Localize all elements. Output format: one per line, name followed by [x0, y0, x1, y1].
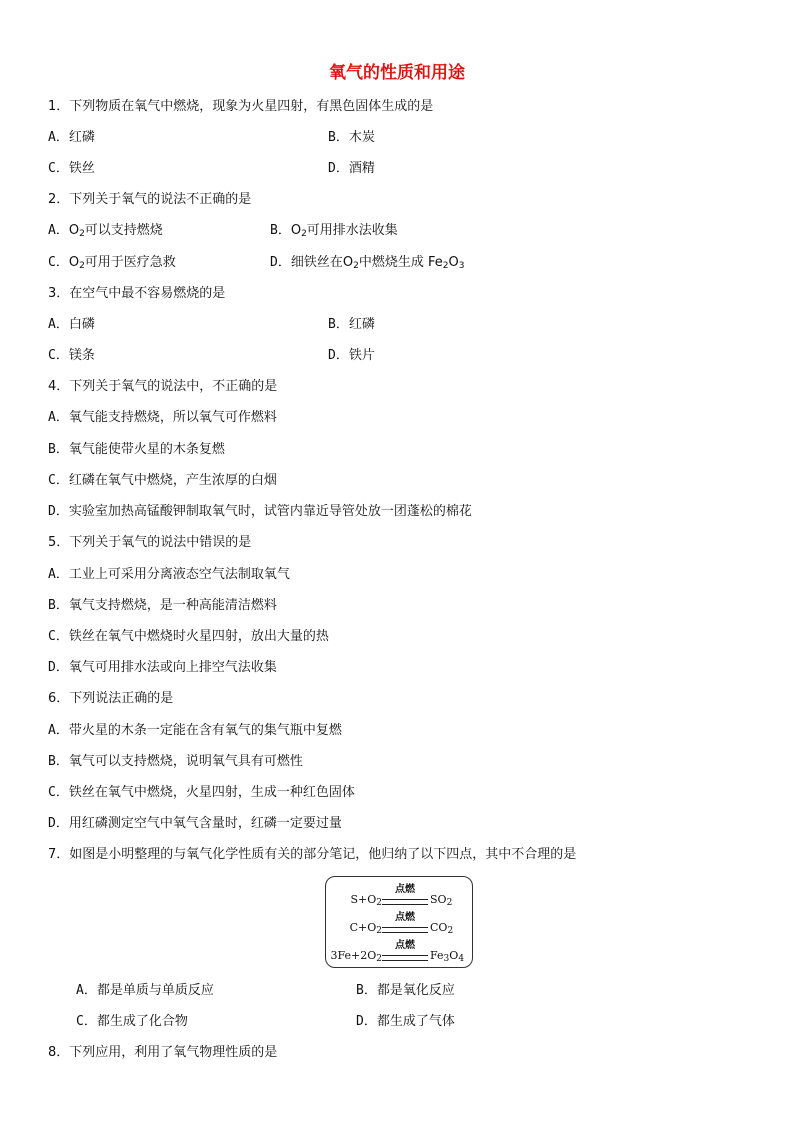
q7-option-d[interactable]: D．都生成了气体 [356, 1014, 455, 1029]
question-2-stem: 2．下列关于氧气的说法不正确的是 [48, 192, 252, 207]
q4-option-d[interactable]: D．实验室加热高锰酸钾制取氧气时，试管内靠近导管处放一团蓬松的棉花 [48, 504, 472, 519]
question-7-stem: 7．如图是小明整理的与氧气化学性质有关的部分笔记，他归纳了以下四点，其中不合理的是 [48, 847, 577, 862]
q2-option-a[interactable]: A．$O_2$可以支持燃烧 [48, 223, 163, 239]
question-8-stem: 8．下列应用，利用了氧气物理性质的是 [48, 1045, 278, 1060]
q1-option-a[interactable]: A．红磷 [48, 130, 95, 145]
page-title: 氧气的性质和用途 [329, 63, 465, 83]
q3-option-a[interactable]: A．白磷 [48, 317, 95, 332]
question-1-stem: 1．下列物质在氧气中燃烧，现象为火星四射，有黑色固体生成的是 [48, 99, 434, 114]
q6-option-c[interactable]: C．铁丝在氧气中燃烧，火星四射，生成一种红色固体 [48, 785, 355, 800]
q3-option-d[interactable]: D．铁片 [328, 348, 375, 363]
q6-option-a[interactable]: A．带火星的木条一定能在含有氧气的集气瓶中复燃 [48, 723, 342, 738]
q5-option-a[interactable]: A．工业上可采用分离液态空气法制取氧气 [48, 567, 290, 582]
q7-option-a[interactable]: A．都是单质与单质反应 [76, 983, 214, 998]
q7-option-c[interactable]: C．都生成了化合物 [76, 1014, 188, 1029]
equation-notes-box: 点燃 $S+O_2$ $SO_2$ 点燃 $C+O_2$ $CO_2$ 点燃 $3Fe+2O_2$ $Fe_3O_4$ [325, 876, 473, 968]
question-6-stem: 6．下列说法正确的是 [48, 691, 174, 706]
q5-option-c[interactable]: C．铁丝在氧气中燃烧时火星四射，放出大量的热 [48, 629, 329, 644]
question-4-stem: 4．下列关于氧气的说法中，不正确的是 [48, 379, 278, 394]
q4-option-c[interactable]: C．红磷在氧气中燃烧，产生浓厚的白烟 [48, 473, 277, 488]
q1-option-b[interactable]: B．木炭 [328, 130, 375, 145]
q1-option-c[interactable]: C．铁丝 [48, 161, 95, 176]
question-3-stem: 3．在空气中最不容易燃烧的是 [48, 286, 226, 301]
q6-option-d[interactable]: D．用红磷测定空气中氧气含量时，红磷一定要过量 [48, 816, 342, 831]
q1-option-d[interactable]: D．酒精 [328, 161, 375, 176]
q5-option-b[interactable]: B．氧气支持燃烧，是一种高能清洁燃料 [48, 598, 277, 613]
q7-option-b[interactable]: B．都是氧化反应 [356, 983, 455, 998]
q2-option-c[interactable]: C．$O_2$可用于医疗急救 [48, 255, 176, 271]
q4-option-b[interactable]: B．氧气能使带火星的木条复燃 [48, 442, 225, 457]
q3-option-c[interactable]: C．镁条 [48, 348, 95, 363]
q4-option-a[interactable]: A．氧气能支持燃烧，所以氧气可作燃料 [48, 410, 277, 425]
q6-option-b[interactable]: B．氧气可以支持燃烧，说明氧气具有可燃性 [48, 754, 303, 769]
q5-option-d[interactable]: D．氧气可用排水法或向上排空气法收集 [48, 660, 277, 675]
q2-option-d[interactable]: D．细铁丝在$O_2$中燃烧生成 $Fe_2O_3$ [270, 255, 465, 271]
question-5-stem: 5．下列关于氧气的说法中错误的是 [48, 535, 252, 550]
q3-option-b[interactable]: B．红磷 [328, 317, 375, 332]
q2-option-b[interactable]: B．$O_2$可用排水法收集 [270, 223, 398, 239]
